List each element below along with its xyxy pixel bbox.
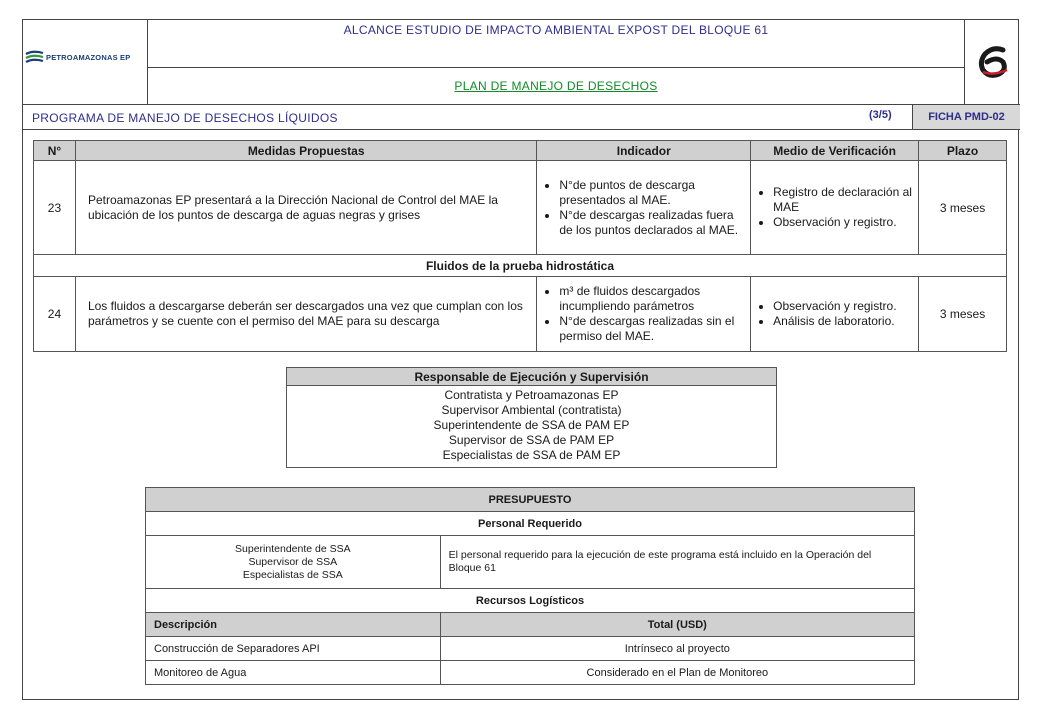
consultant-logo-cell (964, 20, 1020, 105)
measures-table (33, 140, 1007, 352)
item-desc: Monitoreo de Agua (146, 661, 441, 685)
medio-item: • Observación y registro. (773, 299, 914, 314)
row-indicador (537, 277, 751, 352)
medio-item: • Análisis de laboratorio. (773, 314, 914, 329)
personal-note: El personal requerido para la ejecución de este programa está incluido en la Operación del Bloque 61 (440, 536, 914, 589)
header-medidas: Medidas Propuestas (75, 141, 536, 161)
item-desc: Construcción de Separadores API (146, 637, 441, 661)
logo-cell (23, 20, 148, 105)
table-row (34, 161, 1007, 255)
program-title: PROGRAMA DE MANEJO DE DESECHOS LÍQUIDOS (32, 111, 338, 125)
responsible-line: Especialistas de SSA de PAM EP (442, 448, 621, 462)
responsible-line: Supervisor Ambiental (contratista) (441, 403, 622, 417)
company-logo (25, 50, 130, 64)
table-header-row (34, 141, 1007, 161)
plan-title: PLAN DE MANEJO DE DESECHOS (454, 79, 658, 93)
table-row (146, 661, 915, 685)
ficha-code: FICHA PMD-02 (912, 105, 1020, 129)
indicador-item: • N°de descargas realizadas sin el permiso del MAE. (559, 314, 746, 344)
recursos-label: Recursos Logísticos (146, 589, 915, 613)
row-indicador (537, 161, 751, 255)
document-title: ALCANCE ESTUDIO DE IMPACTO AMBIENTAL EXPOST DEL BLOQUE 61 (148, 20, 964, 68)
indicador-item: • m³ de fluidos descargados incumpliendo parámetros (559, 284, 746, 314)
responsible-list (287, 386, 777, 468)
personal-role: Especialistas de SSA (242, 568, 343, 581)
row-number: 23 (34, 161, 76, 255)
group-row (34, 255, 1007, 277)
row-plazo: 3 meses (919, 277, 1007, 352)
medio-item: • Observación y registro. (773, 215, 914, 230)
medio-item: • Registro de declaración al MAE (773, 185, 914, 215)
petroamazonas-logo-icon (25, 50, 45, 64)
row-medida: Petroamazonas EP presentará a la Dirección Nacional de Control del MAE la ubicación de los puntos de descarga de aguas negras y grises (75, 161, 536, 255)
responsible-line: Superintendente de SSA de PAM EP (433, 418, 630, 432)
row-plazo: 3 meses (919, 161, 1007, 255)
header-num: N° (34, 141, 76, 161)
header-center (148, 20, 964, 105)
consultant-logo-icon (973, 42, 1013, 82)
row-number: 24 (34, 277, 76, 352)
indicador-item: • N°de puntos de descarga presentados al MAE. (559, 178, 746, 208)
personal-roles (146, 536, 441, 589)
responsible-line: Supervisor de SSA de PAM EP (448, 433, 615, 447)
personal-role: Supervisor de SSA (248, 555, 338, 568)
budget-table (145, 487, 915, 685)
personal-label: Personal Requerido (146, 512, 915, 536)
personal-role: Superintendente de SSA (235, 542, 351, 555)
page-indicator: (3/5) (869, 109, 892, 121)
header-medio: Medio de Verificación (751, 141, 919, 161)
responsible-line: Contratista y Petroamazonas EP (444, 388, 619, 402)
responsible-title: Responsable de Ejecución y Supervisión (287, 368, 777, 386)
group-label: Fluidos de la prueba hidrostática (34, 255, 1007, 277)
row-medida: Los fluidos a descargarse deberán ser descargados una vez que cumplan con los parámetros y se cuente con el permiso del MAE para su descarga (75, 277, 536, 352)
item-total: Intrínseco al proyecto (440, 637, 914, 661)
indicador-item: • N°de descargas realizadas fuera de los puntos declarados al MAE. (559, 208, 746, 238)
item-total: Considerado en el Plan de Monitoreo (440, 661, 914, 685)
header-plazo: Plazo (919, 141, 1007, 161)
row-medio (751, 277, 919, 352)
col-descripcion: Descripción (146, 613, 441, 637)
responsible-table (286, 367, 777, 468)
row-medio (751, 161, 919, 255)
logo-text: PETROAMAZONAS EP (46, 52, 131, 62)
col-total: Total (USD) (440, 613, 914, 637)
budget-title: PRESUPUESTO (146, 488, 915, 512)
table-row (146, 637, 915, 661)
header-indicador: Indicador (537, 141, 751, 161)
table-row (34, 277, 1007, 352)
program-bar (23, 105, 1020, 130)
